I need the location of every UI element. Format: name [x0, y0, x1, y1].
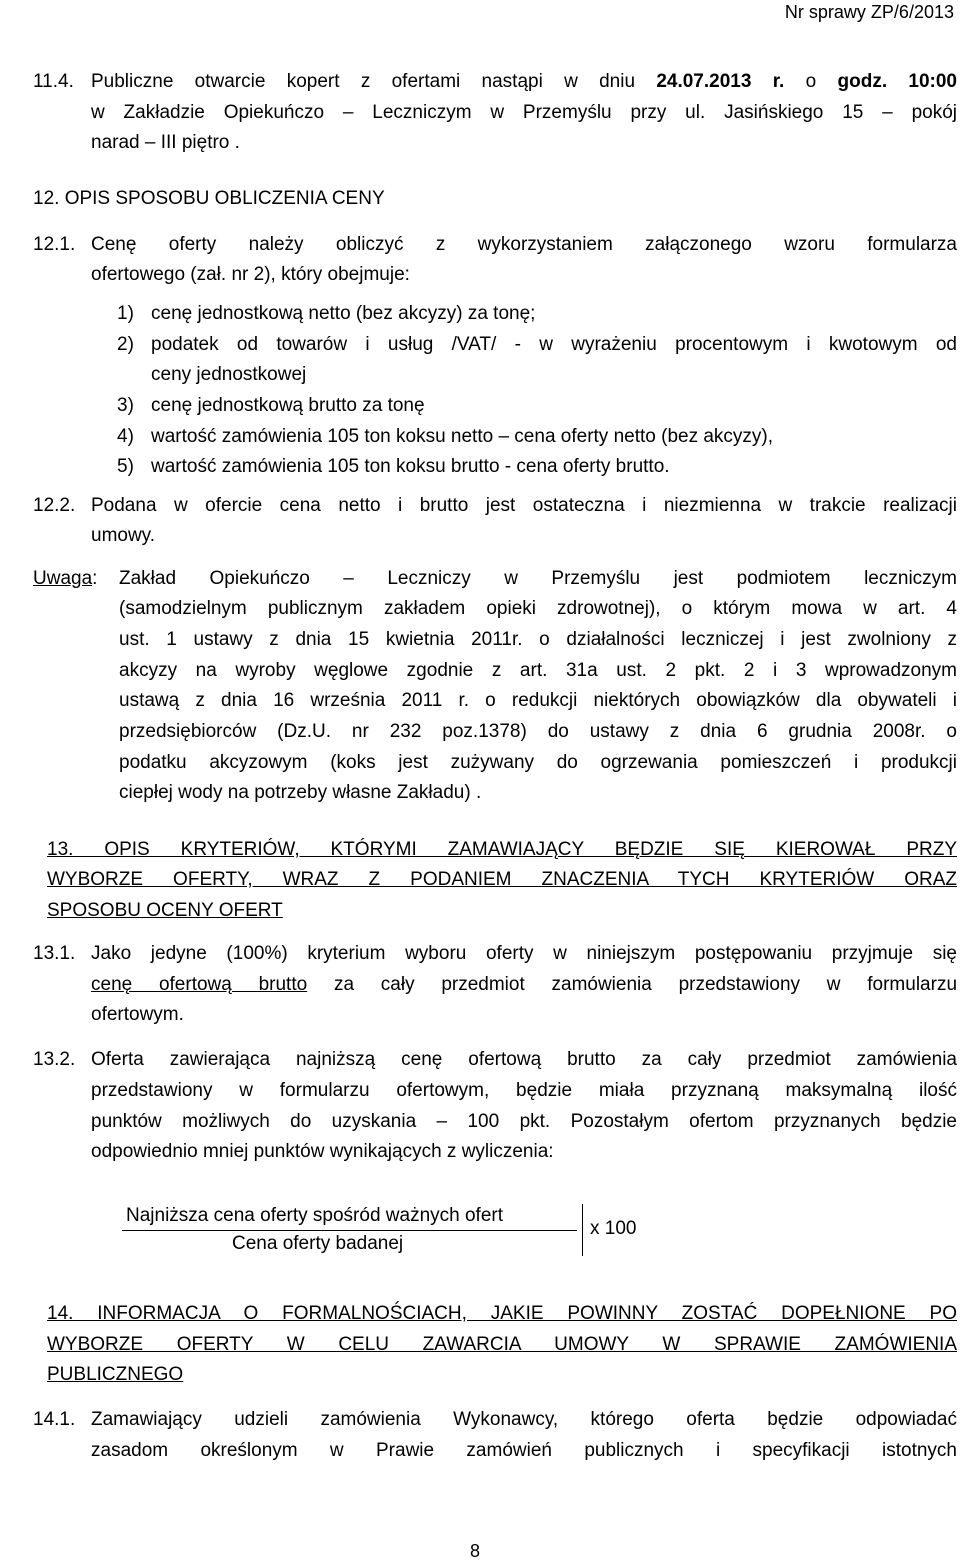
note-line: Zakład Opiekuńczo – Leczniczy w Przemyślu jest podmiotem leczniczym — [119, 568, 957, 589]
note-line: ciepłej wody na potrzeby własne Zakładu) . — [119, 782, 482, 803]
section-12-1-number: 12.1. — [33, 234, 76, 255]
list-item: cenę jednostkową brutto za tonę — [151, 395, 425, 416]
list-item: wartość zamówienia 105 ton koksu netto – cena oferty netto (bez akcyzy), — [151, 426, 774, 447]
section-12-2-line-1: Podana w ofercie cena netto i brutto jest ostateczna i niezmienna w trakcie realizacji — [91, 495, 957, 516]
case-number: Nr sprawy ZP/6/2013 — [784, 2, 954, 22]
formula-separator — [582, 1204, 583, 1256]
list-item: cenę jednostkową netto (bez akcyzy) za tonę; — [151, 303, 536, 324]
page-number: 8 — [470, 1541, 481, 1561]
section-14-heading-line: PUBLICZNEGO — [47, 1364, 184, 1385]
section-11-4-line-1 — [91, 68, 957, 96]
scoring-formula — [122, 1200, 637, 1262]
section-12-1-line-2: ofertowego (zał. nr 2), który obejmuje: — [91, 264, 410, 285]
section-13-2-line: przedstawiony w formularzu ofertowym, będzie miała przyznaną maksymalną ilość — [91, 1080, 957, 1101]
note-line: podatku akcyzowym (koks jest zużywany do ogrzewania pomieszczeń i produkcji — [119, 752, 957, 773]
formula-numerator: Najniższa cena oferty spośród ważnych ofert — [126, 1205, 504, 1226]
section-14-1-line: zasadom określonym w Prawie zamówień publicznych i specyfikacji istotnych — [91, 1440, 957, 1461]
section-11-4-line-2: w Zakładzie Opiekuńczo – Leczniczym w Przemyślu przy ul. Jasińskiego 15 – pokój — [91, 102, 957, 123]
section-13-heading-line: SPOSOBU OCENY OFERT — [47, 900, 283, 921]
list-item-number: 4) — [117, 426, 134, 447]
section-12-heading: 12. OPIS SPOSOBU OBLICZENIA CENY — [33, 188, 385, 209]
section-11-4-number: 11.4. — [33, 71, 74, 92]
section-11-4-line-3: narad – III piętro . — [91, 132, 240, 153]
note-line: (samodzielnym publicznym zakładem opieki zdrowotnej), o którym mowa w art. 4 — [119, 598, 957, 619]
formula-multiplier: x 100 — [590, 1218, 637, 1239]
note-label-colon: : — [92, 568, 98, 589]
list-item-number: 3) — [117, 395, 134, 416]
section-13-2-line: odpowiednio mniej punktów wynikających z wyliczenia: — [91, 1141, 554, 1162]
section-13-heading-line: WYBORZE OFERTY, WRAZ Z PODANIEM ZNACZENIA TYCH KRYTERIÓW ORAZ — [47, 869, 957, 890]
note-line: ust. 1 ustawy z dnia 15 kwietnia 2011r. o działalności leczniczej i jest zwolniony z — [119, 629, 957, 650]
section-13-1-line-2 — [91, 971, 957, 999]
list-item-number: 5) — [117, 456, 134, 477]
section-13-2-line: punktów możliwych do uzyskania – 100 pkt. Pozostałym ofertom przyznanych będzie — [91, 1111, 957, 1132]
opening-date: 24.07.2013 r. — [656, 71, 785, 92]
note-line: ustawą z dnia 16 września 2011 r. o redukcji niektórych obowiązków dla obywateli i — [119, 690, 957, 711]
section-12-2-line-2: umowy. — [91, 525, 156, 546]
section-13-1-line-2-rest: za cały przedmiot zamówienia przedstawiony w formularzu — [333, 974, 958, 995]
list-item-number: 1) — [117, 303, 134, 324]
list-item: wartość zamówienia 105 ton koksu brutto - cena oferty brutto. — [151, 456, 670, 477]
opening-time: godz. 10:00 — [837, 71, 957, 92]
section-14-heading-line: 14. INFORMACJA O FORMALNOŚCIACH, JAKIE POWINNY ZOSTAĆ DOPEŁNIONE PO — [47, 1303, 957, 1324]
list-item-number: 2) — [117, 334, 134, 355]
price-criterion: cenę ofertową brutto — [91, 974, 308, 995]
note-line: akcyzy na wyroby węglowe zgodnie z art. 31a ust. 2 pkt. 2 i 3 wprowadzonym — [119, 660, 957, 681]
section-13-2-line: Oferta zawierająca najniższą cenę ofertową brutto za cały przedmiot zamówienia — [91, 1049, 957, 1070]
section-11-4-text-b: o — [805, 71, 817, 92]
section-13-1-line-1: Jako jedyne (100%) kryterium wyboru oferty w niniejszym postępowaniu przyjmuje się — [91, 943, 957, 964]
list-item-continued: ceny jednostkowej — [151, 364, 307, 385]
section-11-4-text-a: Publiczne otwarcie kopert z ofertami nastąpi w dniu — [91, 71, 636, 92]
note-label-text: Uwaga — [33, 568, 93, 589]
section-12-2-number: 12.2. — [33, 495, 76, 516]
section-14-1-number: 14.1. — [33, 1409, 76, 1430]
section-14-1-line: Zamawiający udzieli zamówienia Wykonawcy, którego oferta będzie odpowiadać — [91, 1409, 957, 1430]
list-item: podatek od towarów i usług /VAT/ - w wyrażeniu procentowym i kwotowym od — [151, 334, 957, 355]
section-13-heading-line: 13. OPIS KRYTERIÓW, KTÓRYMI ZAMAWIAJĄCY BĘDZIE SIĘ KIEROWAŁ PRZY — [47, 839, 957, 860]
note-line: przedsiębiorców (Dz.U. nr 232 poz.1378) do ustawy z dnia 6 grudnia 2008r. o — [119, 721, 957, 742]
section-13-1-number: 13.1. — [33, 943, 76, 964]
note-label — [33, 565, 97, 593]
section-13-2-number: 13.2. — [33, 1049, 76, 1070]
section-13-1-line-3: ofertowym. — [91, 1004, 184, 1025]
formula-denominator: Cena oferty badanej — [232, 1233, 404, 1254]
section-14-heading-line: WYBORZE OFERTY W CELU ZAWARCIA UMOWY W SPRAWIE ZAMÓWIENIA — [47, 1334, 957, 1355]
section-12-1-line-1: Cenę oferty należy obliczyć z wykorzystaniem załączonego wzoru formularza — [91, 234, 957, 255]
